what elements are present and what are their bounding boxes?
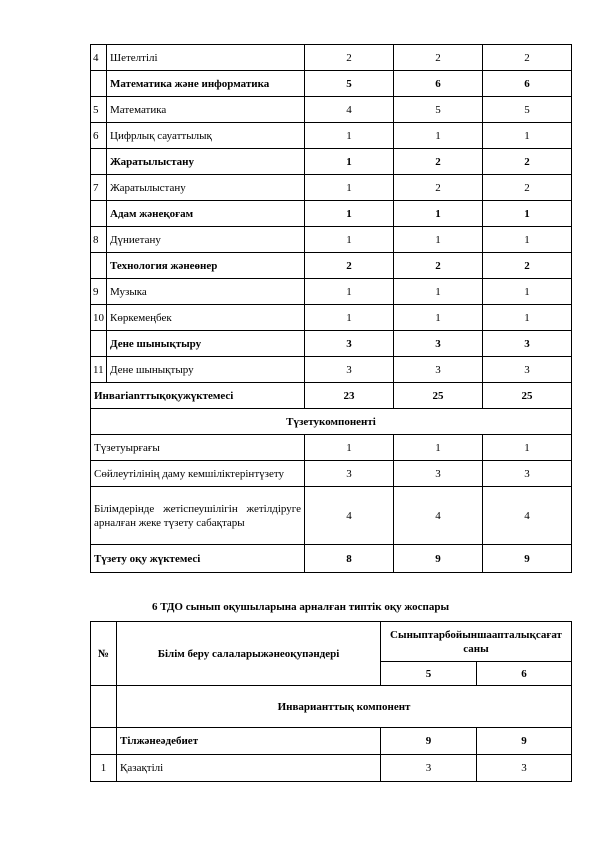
row-value-6: 3 [394, 357, 483, 383]
subject-header: Білім беру салаларыжәнеоқупәндері [117, 622, 381, 686]
correction-total-value: 9 [394, 545, 483, 573]
row-subject: Дене шынықтыру [107, 331, 305, 357]
row-value-5: 1 [305, 201, 394, 227]
table-row [91, 331, 572, 357]
row-index [91, 253, 107, 279]
correction-value-5: 1 [305, 435, 394, 461]
component-title: Инварианттық компонент [117, 686, 572, 728]
row-value-6: 5 [394, 97, 483, 123]
row-value-7: 1 [483, 123, 572, 149]
correction-total-value: 9 [483, 545, 572, 573]
row-subject: Дүниетану [107, 227, 305, 253]
correction-total-row [91, 545, 572, 573]
correction-value-6: 3 [394, 461, 483, 487]
row-index [91, 149, 107, 175]
correction-value-6: 1 [394, 435, 483, 461]
row-subject: Математика және информатика [107, 71, 305, 97]
correction-value-5: 4 [305, 487, 394, 545]
row-index: 10 [91, 305, 107, 331]
row-subject: Қазақтілі [117, 755, 381, 782]
section-value-5: 9 [381, 728, 477, 755]
row-value-7: 2 [483, 253, 572, 279]
row-value-6: 2 [394, 45, 483, 71]
table-row [91, 227, 572, 253]
row-value-7: 1 [483, 279, 572, 305]
row-index: 5 [91, 97, 107, 123]
row-index: 7 [91, 175, 107, 201]
table-row [91, 45, 572, 71]
curriculum-table-body [91, 45, 572, 573]
table-row [91, 175, 572, 201]
row-value-5: 1 [305, 279, 394, 305]
table-row [91, 71, 572, 97]
table-row [91, 123, 572, 149]
number-header: № [91, 622, 117, 686]
row-subject: Көркемеңбек [107, 305, 305, 331]
row-value-5: 1 [305, 227, 394, 253]
row-value-6: 3 [394, 331, 483, 357]
row-index [91, 331, 107, 357]
row-value-7: 5 [483, 97, 572, 123]
row-value-7: 3 [483, 357, 572, 383]
row-value-5: 3 [305, 357, 394, 383]
row-value-7: 2 [483, 45, 572, 71]
row-subject: Жаратылыстану [107, 175, 305, 201]
row-subject: Музыка [107, 279, 305, 305]
row-value-6: 3 [477, 755, 572, 782]
row-value-5: 5 [305, 71, 394, 97]
correction-value-7: 1 [483, 435, 572, 461]
table-row [91, 755, 572, 782]
curriculum-table [90, 44, 572, 573]
row-value-5: 4 [305, 97, 394, 123]
row-value-7: 1 [483, 201, 572, 227]
row-value-5: 2 [305, 45, 394, 71]
row-index: 4 [91, 45, 107, 71]
correction-subject: Білімдерінде жетіспеушілігін жетілдіруге арналған жеке түзету сабақтары [91, 487, 305, 545]
row-index [91, 71, 107, 97]
correction-value-7: 4 [483, 487, 572, 545]
row-subject: Жаратылыстану [107, 149, 305, 175]
correction-total-value: 8 [305, 545, 394, 573]
row-subject: Математика [107, 97, 305, 123]
row-index [91, 201, 107, 227]
table-row [91, 149, 572, 175]
correction-value-5: 3 [305, 461, 394, 487]
table-row [91, 357, 572, 383]
component-row [91, 686, 572, 728]
section-name: Тілжәнеәдебиет [117, 728, 381, 755]
correction-total-label: Түзету оқу жүктемесі [91, 545, 305, 573]
row-value-6: 2 [394, 253, 483, 279]
invariant-total-value: 23 [305, 383, 394, 409]
plan-table [90, 621, 572, 782]
correction-subject: Сөйлеутілінің даму кемшіліктерінтүзету [91, 461, 305, 487]
section-value-6: 9 [477, 728, 572, 755]
row-value-6: 2 [394, 175, 483, 201]
correction-header-row [91, 409, 572, 435]
row-subject: Дене шынықтыру [107, 357, 305, 383]
row-index: 8 [91, 227, 107, 253]
correction-value-7: 3 [483, 461, 572, 487]
row-subject: Шетелтілі [107, 45, 305, 71]
table-caption: 6 ТДО сынып оқушыларына арналған типтік оқу жоспары [151, 601, 450, 613]
table-row [91, 461, 572, 487]
grade-6-header: 6 [477, 662, 572, 686]
table-row [91, 97, 572, 123]
row-value-7: 1 [483, 305, 572, 331]
row-value-7: 2 [483, 149, 572, 175]
section-row [91, 728, 572, 755]
table-row [91, 435, 572, 461]
row-value-5: 3 [381, 755, 477, 782]
grade-5-header: 5 [381, 662, 477, 686]
row-subject: Цифрлық сауаттылық [107, 123, 305, 149]
row-subject: Адам жәнеқоғам [107, 201, 305, 227]
row-value-7: 2 [483, 175, 572, 201]
row-value-6: 1 [394, 279, 483, 305]
invariant-total-label: Инвarianттықоқужүктемесі [91, 383, 305, 409]
row-value-6: 6 [394, 71, 483, 97]
plan-header-row [91, 622, 572, 662]
component-spacer [91, 686, 117, 728]
row-value-6: 1 [394, 227, 483, 253]
invariant-total-row [91, 383, 572, 409]
row-value-5: 3 [305, 331, 394, 357]
row-value-6: 1 [394, 123, 483, 149]
section-index [91, 728, 117, 755]
correction-header: Түзетукомпоненті [91, 409, 572, 435]
row-index: 6 [91, 123, 107, 149]
hours-header: Сыныптарбойыншаапталықсағат саны [381, 622, 572, 662]
row-value-6: 2 [394, 149, 483, 175]
row-value-5: 1 [305, 305, 394, 331]
row-value-5: 1 [305, 175, 394, 201]
invariant-total-value: 25 [394, 383, 483, 409]
table-row [91, 305, 572, 331]
row-value-6: 1 [394, 305, 483, 331]
row-index: 1 [91, 755, 117, 782]
invariant-total-value: 25 [483, 383, 572, 409]
row-value-7: 3 [483, 331, 572, 357]
row-value-5: 1 [305, 149, 394, 175]
row-value-7: 6 [483, 71, 572, 97]
row-value-7: 1 [483, 227, 572, 253]
row-value-5: 1 [305, 123, 394, 149]
table-row [91, 279, 572, 305]
table-row [91, 487, 572, 545]
row-value-5: 2 [305, 253, 394, 279]
row-index: 9 [91, 279, 107, 305]
table-row [91, 201, 572, 227]
row-subject: Технология жәнеөнер [107, 253, 305, 279]
correction-value-6: 4 [394, 487, 483, 545]
correction-subject: Түзетуырғағы [91, 435, 305, 461]
table-row [91, 253, 572, 279]
row-index: 11 [91, 357, 107, 383]
row-value-6: 1 [394, 201, 483, 227]
